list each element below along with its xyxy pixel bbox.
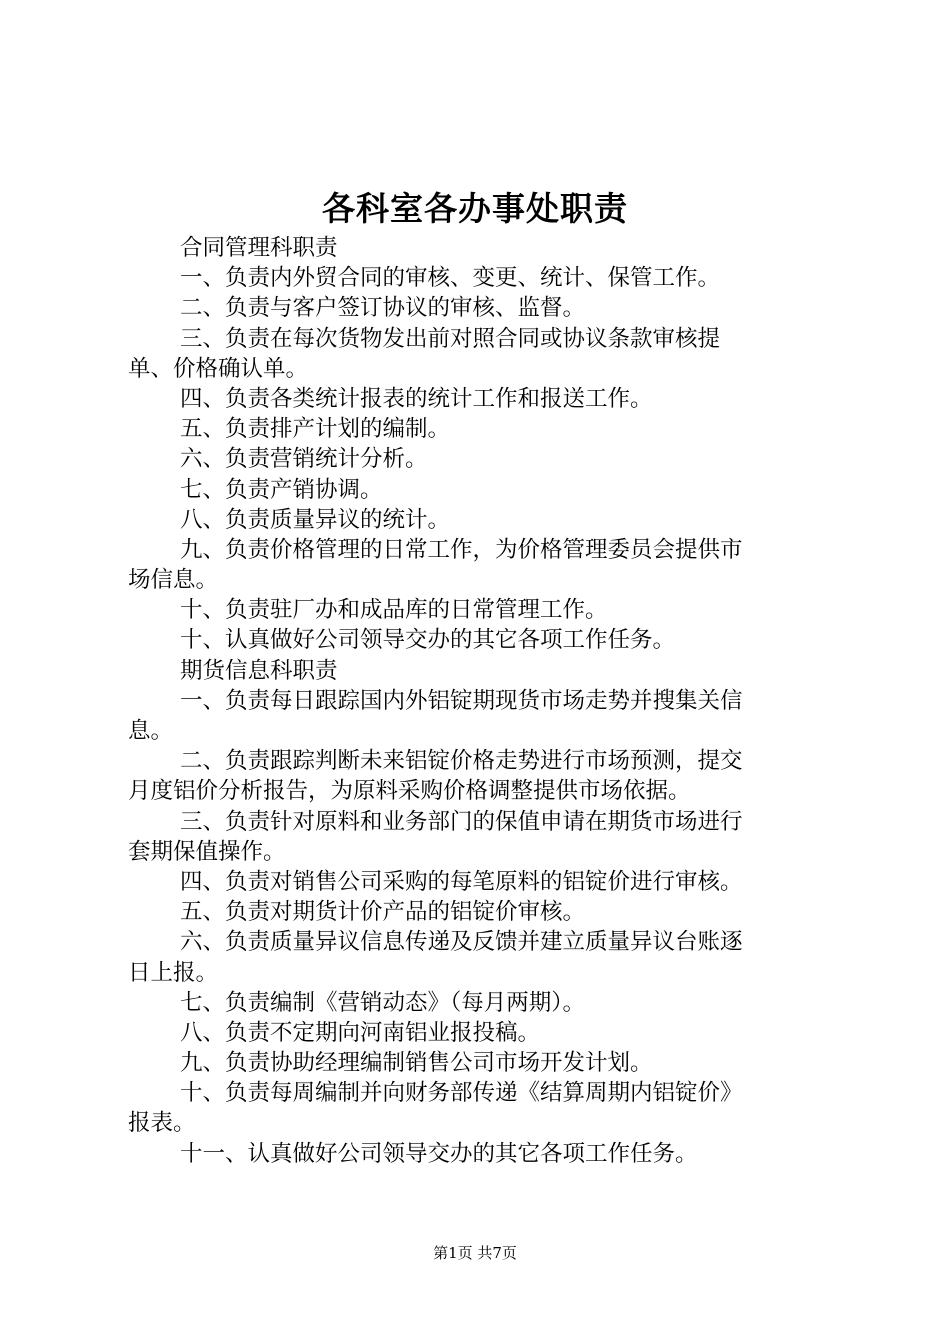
document-body xyxy=(128,233,828,1169)
paragraph-line: 四、负责各类统计报表的统计工作和报送工作。 xyxy=(180,385,653,412)
paragraph-line: 一、负责内外贸合同的审核、变更、统计、保管工作。 xyxy=(180,265,721,292)
paragraph-line: 八、负责不定期向河南铝业报投稿。 xyxy=(180,1019,541,1046)
page-title: 各科室各办事处职责 xyxy=(322,189,628,228)
section-heading: 期货信息科职责 xyxy=(180,657,338,684)
paragraph-line: 六、负责营销统计分析。 xyxy=(180,446,428,473)
paragraph-line: 息。 xyxy=(128,718,174,744)
paragraph-line: 报表。 xyxy=(128,1110,196,1137)
paragraph-line: 十、认真做好公司领导交办的其它各项工作任务。 xyxy=(180,627,676,654)
section-heading: 合同管理科职责 xyxy=(180,235,338,261)
paragraph-line: 五、负责对期货计价产品的铝锭价审核。 xyxy=(180,899,586,926)
paragraph-line: 三、负责针对原料和业务部门的保值申请在期货市场进行 xyxy=(180,808,743,835)
paragraph-line: 十一、认真做好公司领导交办的其它各项工作任务。 xyxy=(180,1140,698,1167)
paragraph-line: 月度铝价分析报告，为原料采购价格调整提供市场依据。 xyxy=(128,778,691,805)
paragraph-line: 五、负责排产计划的编制。 xyxy=(180,416,451,443)
paragraph-line: 六、负责质量异议信息传递及反馈并建立质量异议台账逐 xyxy=(180,929,743,956)
paragraph-line: 十、负责驻厂办和成品库的日常管理工作。 xyxy=(180,597,608,624)
paragraph-line: 七、负责产销协调。 xyxy=(180,476,383,503)
paragraph-line: 三、负责在每次货物发出前对照合同或协议条款审核提 xyxy=(180,325,721,352)
paragraph-line: 单、价格确认单。 xyxy=(128,355,309,382)
page-footer: 第1页 共7页 xyxy=(433,1244,517,1262)
paragraph-line: 二、负责与客户签订协议的审核、监督。 xyxy=(180,295,586,322)
paragraph-line: 八、负责质量异议的统计。 xyxy=(180,506,451,533)
paragraph-line: 七、负责编制《营销动态》（每月两期）。 xyxy=(180,989,586,1016)
paragraph-line: 九、负责协助经理编制销售公司市场开发计划。 xyxy=(180,1050,653,1077)
paragraph-line: 一、负责每日跟踪国内外铝锭期现货市场走势并搜集关信 xyxy=(180,687,743,714)
paragraph-line: 套期保值操作。 xyxy=(128,838,286,865)
paragraph-line: 场信息。 xyxy=(128,567,219,594)
paragraph-line: 十、负责每周编制并向财务部传递《结算周期内铝锭价》 xyxy=(180,1080,743,1107)
paragraph-line: 日上报。 xyxy=(128,959,219,986)
paragraph-line: 四、负责对销售公司采购的每笔原料的铝锭价进行审核。 xyxy=(180,868,743,895)
paragraph-line: 九、负责价格管理的日常工作，为价格管理委员会提供市 xyxy=(180,536,743,563)
paragraph-line: 二、负责跟踪判断未来铝锭价格走势进行市场预测，提交 xyxy=(180,748,743,775)
